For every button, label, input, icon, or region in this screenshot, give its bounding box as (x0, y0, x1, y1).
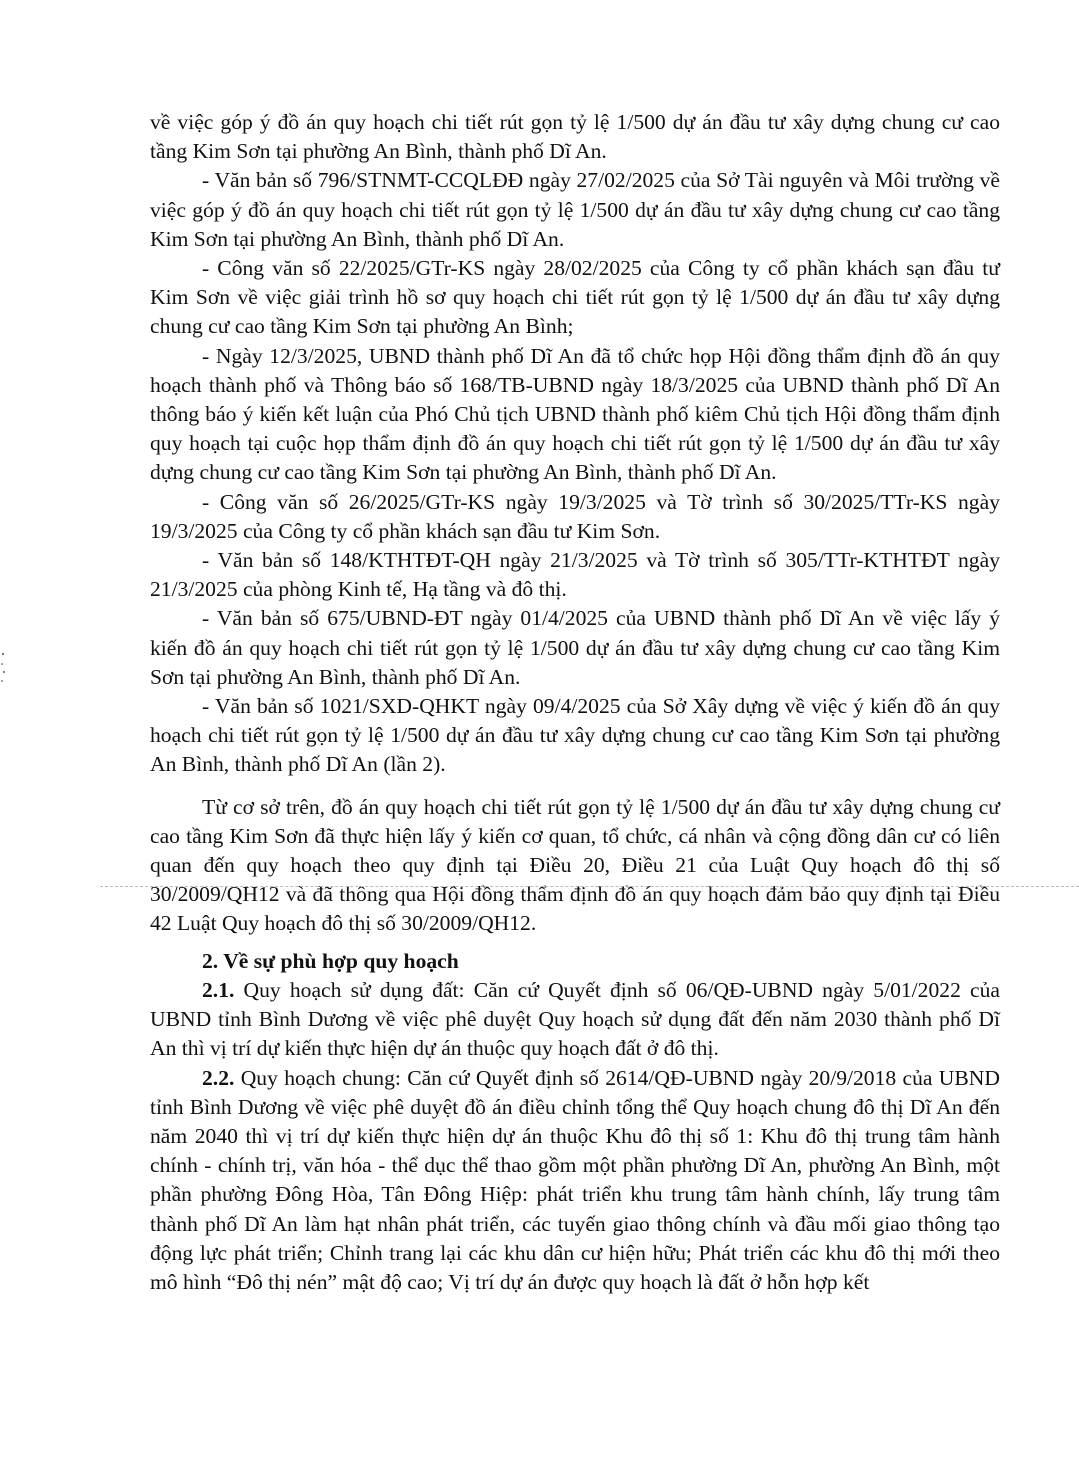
paragraph-cong-van-22: - Công văn số 22/2025/GTr-KS ngày 28/02/2025 của Công ty cổ phần khách sạn đầu tư Kim Sơn về việc giải trình hồ sơ quy hoạch chi tiết rút gọn tỷ lệ 1/500 dự án đầu tư xây dựng chung cư cao tầng Kim Sơn tại phường An Bình; (150, 256, 1000, 339)
paragraph-hop-hoi-dong: - Ngày 12/3/2025, UBND thành phố Dĩ An đã tổ chức họp Hội đồng thẩm định đồ án quy hoạch thành phố và Thông báo số 168/TB-UBND ngày 18/3/2025 của UBND thành phố Dĩ An thông báo ý kiến kết luận của Phó Chủ tịch UBND thành phố kiêm Chủ tịch Hội đồng thẩm định quy hoạch tại cuộc họp thẩm định đồ án quy hoạch chi tiết rút gọn tỷ lệ 1/500 dự án đầu tư xây dựng chung cư cao tầng Kim Sơn tại phường An Bình, thành phố Dĩ An. (150, 343, 1000, 485)
paragraph-van-ban-796: - Văn bản số 796/STNMT-CCQLĐĐ ngày 27/02/2025 của Sở Tài nguyên và Môi trường về việc góp ý đồ án quy hoạch chi tiết rút gọn tỷ lệ 1/500 dự án đầu tư xây dựng chung cư cao tầng Kim Sơn tại phường An Bình, thành phố Dĩ An. (150, 168, 1000, 251)
paragraph-van-ban-675: - Văn bản số 675/UBND-ĐT ngày 01/4/2025 của UBND thành phố Dĩ An về việc lấy ý kiến đồ án quy hoạch chi tiết rút gọn tỷ lệ 1/500 dự án đầu tư xây dựng chung cư cao tầng Kim Sơn tại phường An Bình, thành phố Dĩ An. (150, 606, 1000, 689)
paragraph-van-ban-148: - Văn bản số 148/KTHTĐT-QH ngày 21/3/2025 và Tờ trình số 305/TTr-KTHTĐT ngày 21/3/2025 của phòng Kinh tế, Hạ tầng và đô thị. (150, 548, 1000, 602)
section-heading: 2. Về sự phù hợp quy hoạch (202, 948, 459, 973)
item-text: Quy hoạch sử dụng đất: Căn cứ Quyết định số 06/QĐ-UBND ngày 5/01/2022 của UBND tỉnh Bình Dương về việc phê duyệt Quy hoạch sử dụng đất đến năm 2030 thành phố Dĩ An thì vị trí dự kiến thực hiện dự án thuộc quy hoạch đất ở đô thị. (150, 977, 1000, 1061)
paragraph-cong-van-26: - Công văn số 26/2025/GTr-KS ngày 19/3/2025 và Tờ trình số 30/2025/TTr-KS ngày 19/3/2025 của Công ty cổ phần khách sạn đầu tư Kim Sơn. (150, 489, 1000, 543)
paragraph-summary: Từ cơ sở trên, đồ án quy hoạch chi tiết rút gọn tỷ lệ 1/500 dự án đầu tư xây dựng chung cư cao tầng Kim Sơn đã thực hiện lấy ý kiến cơ quan, tổ chức, cá nhân và cộng đồng dân cư có liên quan đến quy hoạch theo quy định tại Điều 20, Điều 21 của Luật Quy hoạch đô thị số 30/2009/QH12 và đã thông qua Hội đồng thẩm định đồ án quy hoạch đảm bảo quy định tại Điều 42 Luật Quy hoạch đô thị số 30/2009/QH12. (150, 794, 1000, 936)
document-page (150, 108, 1000, 1297)
section-item-2-1 (150, 976, 1000, 1064)
scan-edge-marks (0, 650, 6, 690)
paragraph-van-ban-1021: - Văn bản số 1021/SXD-QHKT ngày 09/4/2025 của Sở Xây dựng về việc ý kiến đồ án quy hoạch chi tiết rút gọn tỷ lệ 1/500 dự án đầu tư xây dựng chung cư cao tầng Kim Sơn tại phường An Bình, thành phố Dĩ An (lần 2). (150, 694, 1000, 777)
paragraph-continuation: về việc góp ý đồ án quy hoạch chi tiết rút gọn tỷ lệ 1/500 dự án đầu tư xây dựng chung cư cao tầng Kim Sơn tại phường An Bình, thành phố Dĩ An. (150, 110, 1000, 164)
item-number: 2.1. (202, 977, 235, 1002)
scan-fold-line (100, 886, 1079, 887)
item-text: Quy hoạch chung: Căn cứ Quyết định số 2614/QĐ-UBND ngày 20/9/2018 của UBND tỉnh Bình Dương về việc phê duyệt đồ án điều chỉnh tổng thể Quy hoạch chung đô thị Dĩ An đến năm 2040 thì vị trí dự kiến thực hiện dự án thuộc Khu đô thị số 1: Khu đô thị trung tâm hành chính - chính trị, văn hóa - thể dục thể thao gồm một phần phường Dĩ An, phường An Bình, một phần phường Đông Hòa, Tân Đông Hiệp: phát triển khu trung tâm hành chính, lấy trung tâm thành phố Dĩ An làm hạt nhân phát triển, các tuyến giao thông chính và đầu mối giao thông tạo động lực phát triển; Chỉnh trang lại các khu dân cư hiện hữu; Phát triển các khu đô thị mới theo mô hình “Đô thị nén” mật độ cao; Vị trí dự án được quy hoạch là đất ở hỗn hợp kết (150, 1065, 1000, 1294)
section-item-2-2 (150, 1064, 1000, 1298)
item-number: 2.2. (202, 1065, 235, 1090)
